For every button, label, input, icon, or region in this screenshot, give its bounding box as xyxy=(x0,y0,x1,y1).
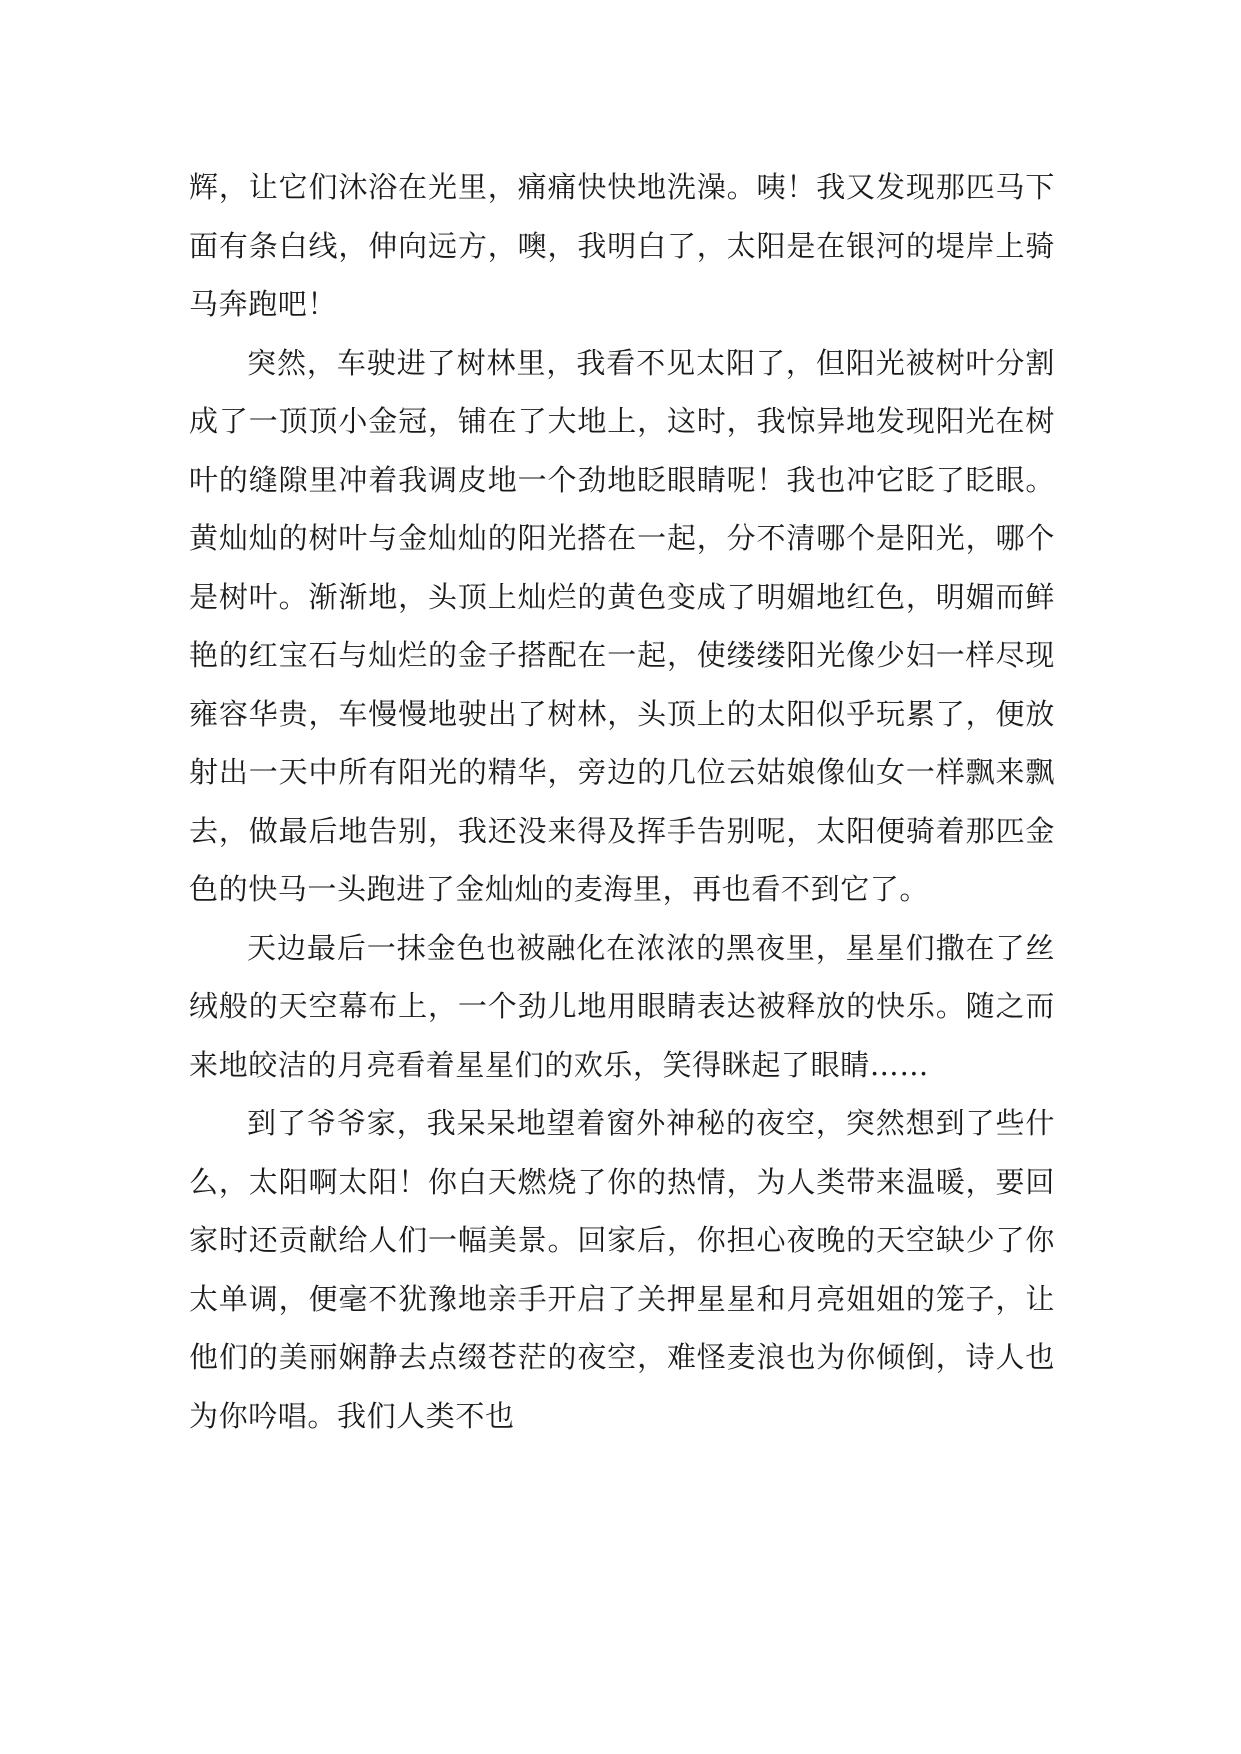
paragraph-3: 天边最后一抹金色也被融化在浓浓的黑夜里，星星们撒在了丝绒般的天空幕布上，一个劲儿地用眼睛表达被释放的快乐。随之而来地皎洁的月亮看着星星们的欢乐，笑得眯起了眼睛…… xyxy=(189,930,1055,1082)
paragraph-4: 到了爷爷家，我呆呆地望着窗外神秘的夜空，突然想到了些什么，太阳啊太阳！你白天燃烧了你的热情，为人类带来温暖，要回家时还贡献给人们一幅美景。回家后，你担心夜晚的天空缺少了你太单调，便毫不犹豫地亲手开启了关押星星和月亮姐姐的笼子，让他们的美丽娴静去点缀苍茫的夜空，难怪麦浪也为你倾倒，诗人也为你吟唱。我们人类不也 xyxy=(189,1106,1055,1433)
paragraph-2: 突然，车驶进了树林里，我看不见太阳了，但阳光被树叶分割成了一顶顶小金冠，铺在了大地上，这时，我惊异地发现阳光在树叶的缝隙里冲着我调皮地一个劲地眨眼睛呢！我也冲它眨了眨眼。黄灿灿的树叶与金灿灿的阳光搭在一起，分不清哪个是阳光，哪个是树叶。渐渐地，头顶上灿烂的黄色变成了明媚地红色，明媚而鲜艳的红宝石与灿烂的金子搭配在一起，使缕缕阳光像少妇一样尽现雍容华贵，车慢慢地驶出了树林，头顶上的太阳似乎玩累了，便放射出一天中所有阳光的精华，旁边的几位云姑娘像仙女一样飘来飘去，做最后地告别，我还没来得及挥手告别呢，太阳便骑着那匹金色的快马一头跑进了金灿灿的麦海里，再也看不到它了。 xyxy=(189,345,1055,906)
body-text xyxy=(189,158,1055,1445)
paragraph-1: 辉，让它们沐浴在光里，痛痛快快地洗澡。咦！我又发现那匹马下面有条白线，伸向远方，噢，我明白了，太阳是在银河的堤岸上骑马奔跑吧！ xyxy=(189,170,1055,321)
